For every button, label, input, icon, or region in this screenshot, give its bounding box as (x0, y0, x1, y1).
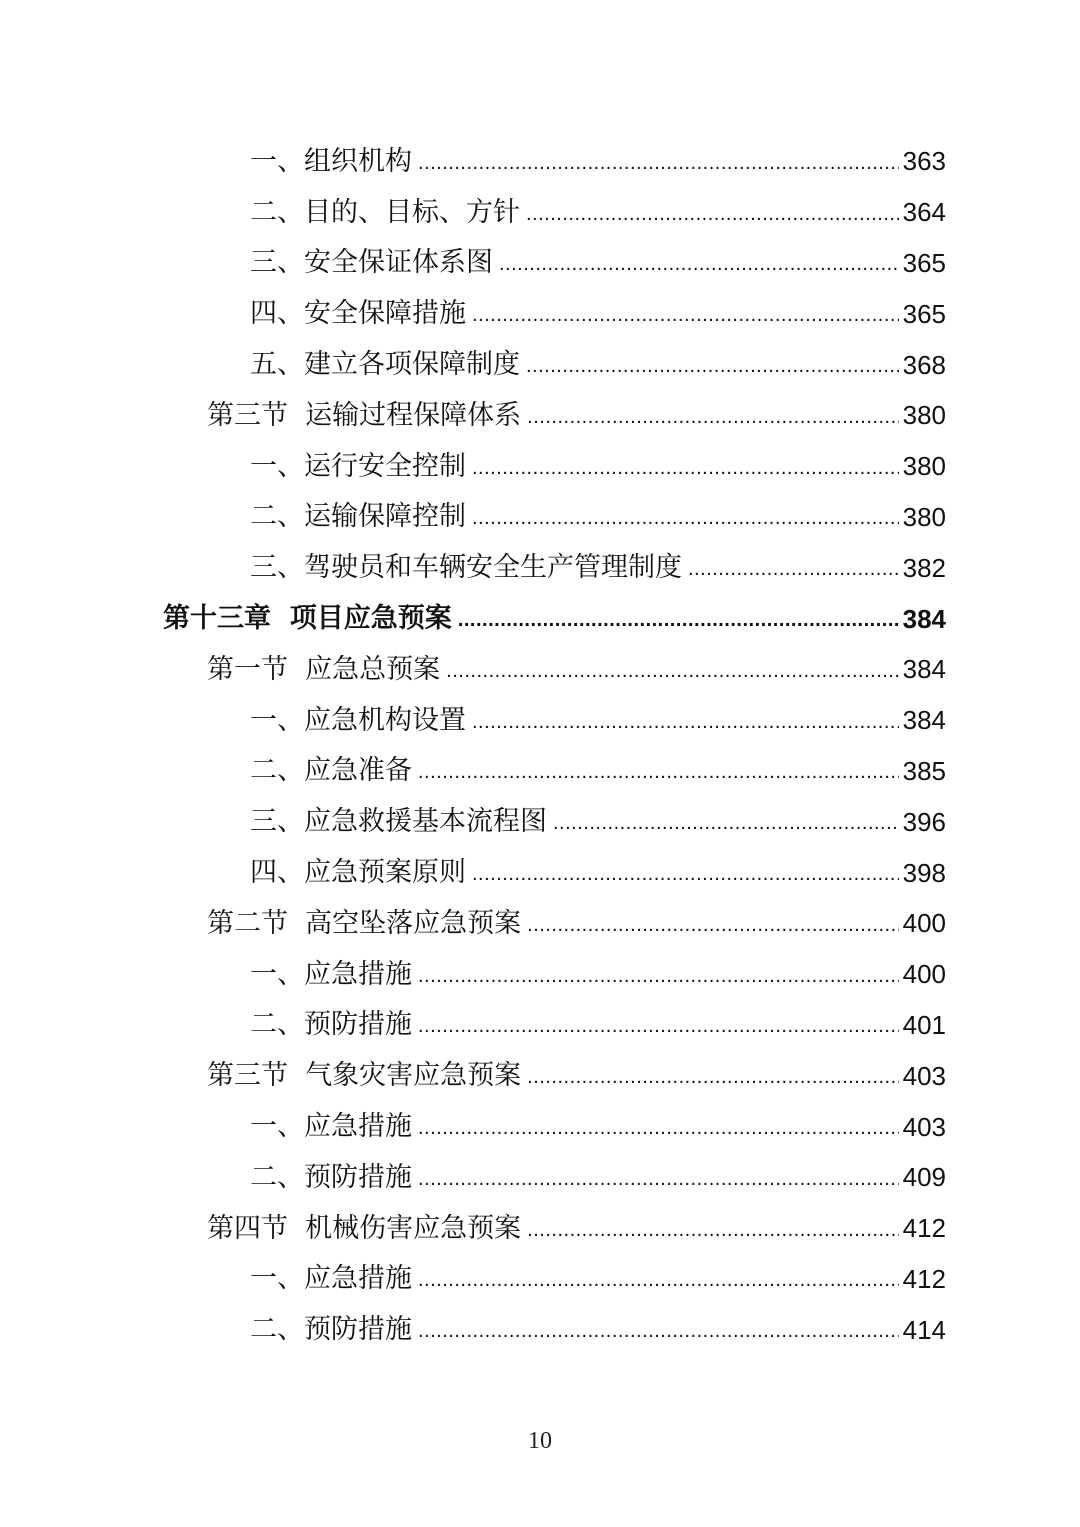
toc-entry-title: 二、应急准备 (250, 755, 412, 787)
toc-entry-title: 第三节 气象灾害应急预案 (207, 1060, 522, 1092)
toc-entry[interactable] (0, 238, 1080, 289)
toc-dot-leader (418, 1321, 899, 1355)
toc-dot-leader (418, 1118, 899, 1152)
toc-entry-title: 二、运输保障控制 (250, 501, 466, 533)
toc-dot-leader (418, 1270, 899, 1304)
toc-entry[interactable] (0, 441, 1080, 492)
toc-entry-page: 414 (902, 1314, 946, 1345)
toc-dot-leader (499, 254, 899, 288)
toc-entry-title: 二、预防措施 (250, 1009, 412, 1041)
toc-chapter-entry[interactable] (0, 593, 1080, 644)
toc-entry-page: 364 (902, 197, 946, 228)
toc-dot-leader (472, 458, 899, 492)
toc-entry[interactable] (0, 949, 1080, 1000)
toc-entry-title: 一、组织机构 (250, 145, 412, 177)
toc-entry[interactable] (0, 1152, 1080, 1203)
toc-entry-title: 第四节 机械伤害应急预案 (207, 1212, 522, 1244)
toc-entry-page: 384 (902, 705, 946, 736)
toc-entry-title: 一、应急措施 (250, 1111, 412, 1143)
toc-entry-title: 四、安全保障措施 (250, 298, 466, 330)
toc-entry[interactable] (0, 746, 1080, 797)
toc-entry[interactable] (0, 847, 1080, 898)
toc-dot-leader (418, 966, 899, 1000)
toc-entry-page: 380 (902, 400, 946, 431)
toc-entry-title: 三、安全保证体系图 (250, 247, 493, 279)
toc-dot-leader (472, 305, 899, 339)
toc-entry-page: 412 (902, 1263, 946, 1294)
toc-dot-leader (527, 407, 898, 441)
toc-entry-page: 398 (902, 857, 946, 888)
toc-section-entry[interactable] (0, 898, 1080, 949)
toc-dot-leader (418, 1016, 899, 1050)
toc-entry[interactable] (0, 1101, 1080, 1152)
toc-entry-page: 380 (902, 501, 946, 532)
toc-entry[interactable] (0, 1000, 1080, 1051)
toc-section-entry[interactable] (0, 1203, 1080, 1254)
toc-dot-leader (472, 508, 899, 542)
toc-entry-title: 第二节 高空坠落应急预案 (207, 907, 522, 939)
toc-entry-page: 403 (902, 1111, 946, 1142)
toc-section-entry[interactable] (0, 390, 1080, 441)
toc-entry[interactable] (0, 187, 1080, 238)
toc-entry-page: 403 (902, 1060, 946, 1091)
toc-entry-title: 三、驾驶员和车辆安全生产管理制度 (250, 552, 682, 584)
toc-entry[interactable] (0, 796, 1080, 847)
page-number: 10 (528, 1428, 552, 1454)
toc-section-entry[interactable] (0, 644, 1080, 695)
toc-entry-page: 401 (902, 1009, 946, 1040)
toc-entry-title: 第三节 运输过程保障体系 (207, 399, 522, 431)
toc-entry[interactable] (0, 339, 1080, 390)
toc-entry-page: 384 (902, 603, 946, 634)
toc-dot-leader (418, 762, 899, 796)
toc-dot-leader (418, 153, 899, 187)
toc-entry-page: 365 (902, 298, 946, 329)
toc-entry-title: 一、应急措施 (250, 1263, 412, 1295)
toc-dot-leader (527, 1067, 898, 1101)
toc-dot-leader (688, 559, 899, 593)
toc-entry-title: 第十三章 项目应急预案 (163, 603, 452, 635)
toc-entry[interactable] (0, 492, 1080, 543)
toc-entry-page: 384 (902, 654, 946, 685)
toc-entry-title: 一、应急措施 (250, 958, 412, 990)
toc-entry-title: 二、预防措施 (250, 1161, 412, 1193)
toc-entry-page: 400 (902, 908, 946, 939)
toc-entry[interactable] (0, 1304, 1080, 1355)
table-of-contents (0, 136, 1080, 1355)
toc-entry-title: 二、目的、目标、方针 (250, 196, 520, 228)
toc-entry-page: 363 (902, 146, 946, 177)
toc-entry-page: 365 (902, 247, 946, 278)
toc-dot-leader (418, 1169, 899, 1203)
toc-entry-title: 二、预防措施 (250, 1314, 412, 1346)
toc-dot-leader (527, 915, 898, 949)
toc-entry-title: 第一节 应急总预案 (207, 653, 441, 685)
toc-entry[interactable] (0, 1254, 1080, 1305)
toc-section-entry[interactable] (0, 1050, 1080, 1101)
toc-entry[interactable] (0, 136, 1080, 187)
toc-entry-page: 382 (902, 552, 946, 583)
toc-dot-leader (526, 356, 899, 390)
toc-entry-page: 412 (902, 1213, 946, 1244)
toc-dot-leader (553, 813, 899, 847)
toc-entry-page: 400 (902, 959, 946, 990)
toc-entry[interactable] (0, 542, 1080, 593)
toc-entry-page: 368 (902, 349, 946, 380)
toc-dot-leader (526, 204, 899, 238)
toc-entry-page: 380 (902, 451, 946, 482)
toc-entry-title: 三、应急救援基本流程图 (250, 806, 547, 838)
toc-dot-leader (446, 661, 898, 695)
toc-entry-title: 五、建立各项保障制度 (250, 349, 520, 381)
toc-entry-page: 385 (902, 755, 946, 786)
toc-entry-page: 409 (902, 1162, 946, 1193)
toc-entry[interactable] (0, 695, 1080, 746)
toc-dot-leader (472, 864, 899, 898)
toc-entry[interactable] (0, 288, 1080, 339)
toc-entry-page: 396 (902, 806, 946, 837)
toc-dot-leader (527, 1220, 898, 1254)
toc-entry-title: 四、应急预案原则 (250, 857, 466, 889)
toc-dot-leader (458, 610, 899, 644)
toc-dot-leader (472, 712, 899, 746)
toc-entry-title: 一、运行安全控制 (250, 450, 466, 482)
toc-entry-title: 一、应急机构设置 (250, 704, 466, 736)
